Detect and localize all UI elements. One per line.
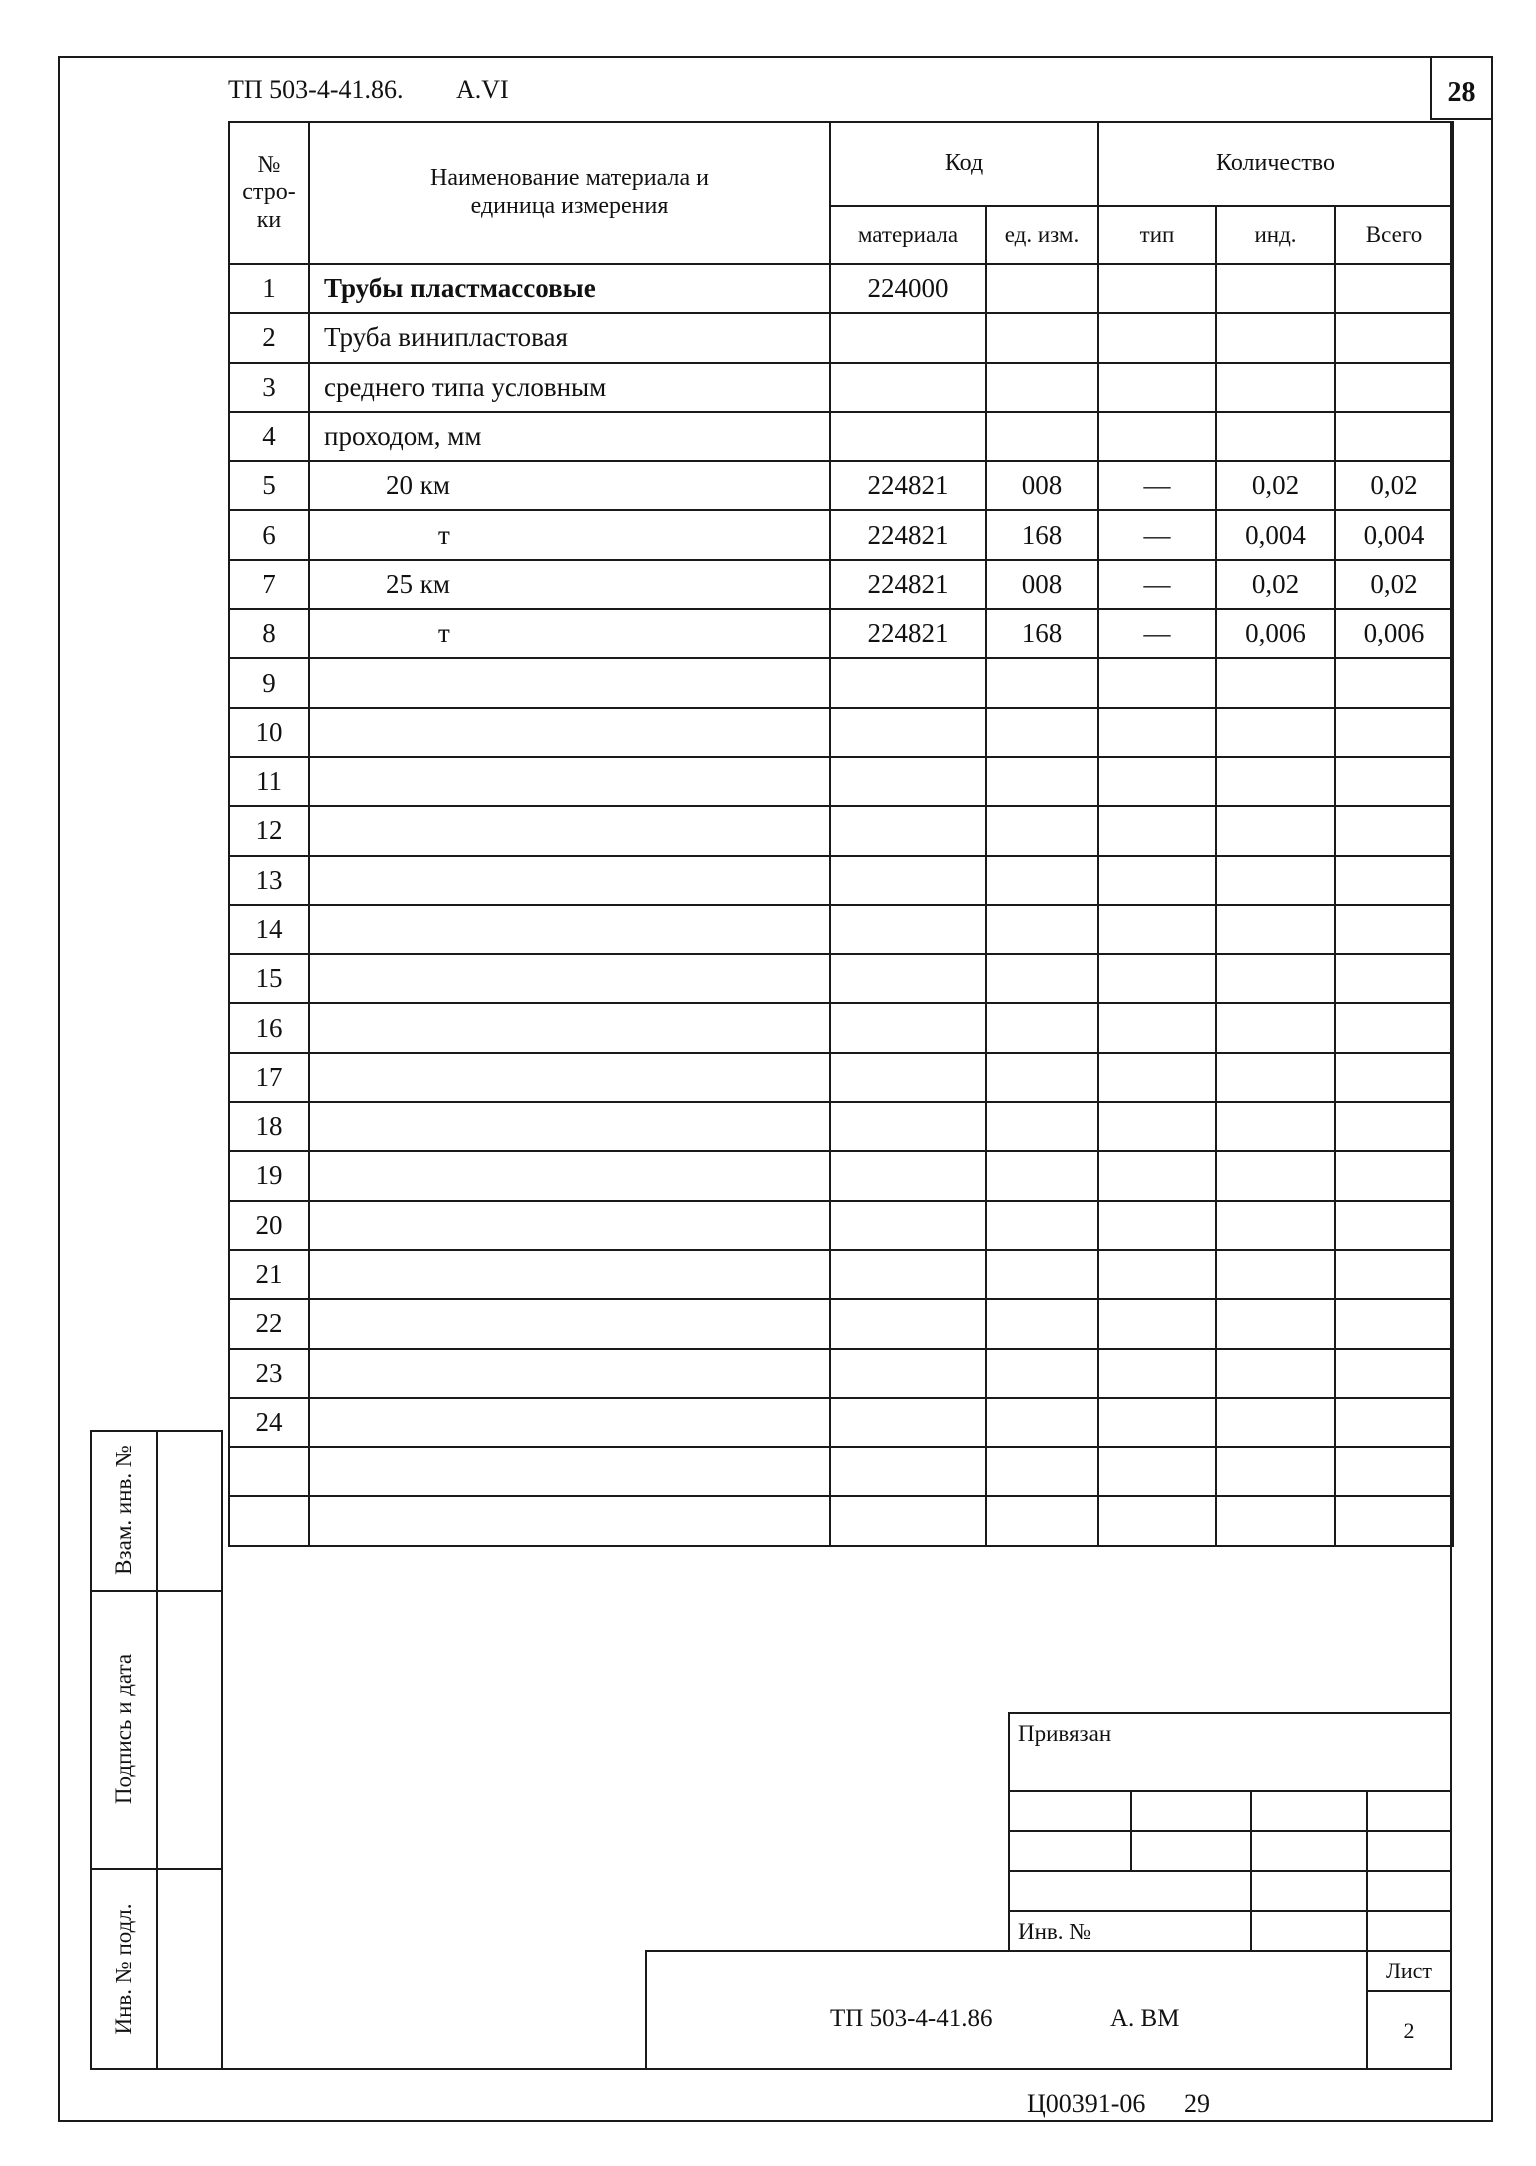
row-qty-total <box>1335 1299 1453 1348</box>
row-name: т <box>309 510 830 559</box>
table-row <box>229 313 1453 362</box>
row-qty-type <box>1098 1496 1216 1545</box>
title-block <box>645 1950 1452 2070</box>
row-qty-total <box>1335 1250 1453 1299</box>
row-code-unit <box>986 1496 1098 1545</box>
row-qty-type <box>1098 757 1216 806</box>
row-name <box>309 1102 830 1151</box>
row-qty-total <box>1335 1496 1453 1545</box>
row-code-unit <box>986 806 1098 855</box>
row-name <box>309 856 830 905</box>
row-code-unit <box>986 1349 1098 1398</box>
row-qty-total <box>1335 412 1453 461</box>
col-qty-type: тип <box>1098 206 1216 264</box>
row-qty-type <box>1098 363 1216 412</box>
row-code-material <box>830 905 986 954</box>
table-row <box>229 856 1453 905</box>
row-code-material <box>830 658 986 707</box>
row-name <box>309 1398 830 1447</box>
row-qty-ind <box>1216 363 1335 412</box>
row-code-material <box>830 856 986 905</box>
row-code-material <box>830 1201 986 1250</box>
row-code-unit <box>986 264 1098 313</box>
col-qty-total: Всего <box>1335 206 1453 264</box>
row-qty-type <box>1098 1151 1216 1200</box>
table-row <box>229 560 1453 609</box>
row-qty-total <box>1335 1003 1453 1052</box>
row-code-unit: 008 <box>986 461 1098 510</box>
row-code-unit <box>986 1447 1098 1496</box>
row-code-material <box>830 1053 986 1102</box>
row-qty-total <box>1335 1053 1453 1102</box>
row-code-material: 224821 <box>830 609 986 658</box>
doc-title: ТП 503-4-41.86 <box>830 2005 993 2032</box>
materials-table <box>228 121 1454 1547</box>
side-stamp-h2 <box>90 1868 223 1870</box>
row-name <box>309 1349 830 1398</box>
row-name <box>309 1447 830 1496</box>
row-qty-ind: 0,004 <box>1216 510 1335 559</box>
row-qty-total: 0,02 <box>1335 560 1453 609</box>
table-row <box>229 1250 1453 1299</box>
row-code-unit <box>986 856 1098 905</box>
row-qty-type <box>1098 1201 1216 1250</box>
row-name <box>309 1053 830 1102</box>
row-qty-total <box>1335 1349 1453 1398</box>
row-code-material <box>830 1151 986 1200</box>
side-label-signature-date: Подпись и дата <box>111 1653 136 1805</box>
row-code-unit <box>986 1201 1098 1250</box>
row-qty-type <box>1098 1003 1216 1052</box>
row-name: проходом, мм <box>309 412 830 461</box>
row-qty-total <box>1335 1151 1453 1200</box>
table-row <box>229 1496 1453 1545</box>
row-qty-total <box>1335 264 1453 313</box>
row-name <box>309 1299 830 1348</box>
row-code-unit <box>986 954 1098 1003</box>
bound-h1 <box>1008 1790 1452 1792</box>
row-number: 23 <box>229 1349 309 1398</box>
table-row <box>229 412 1453 461</box>
row-number: 18 <box>229 1102 309 1151</box>
row-number: 16 <box>229 1003 309 1052</box>
table-row <box>229 905 1453 954</box>
row-qty-ind <box>1216 1102 1335 1151</box>
bound-h2 <box>1008 1830 1452 1832</box>
row-code-unit <box>986 1299 1098 1348</box>
bound-v2 <box>1250 1790 1252 1952</box>
row-qty-type <box>1098 412 1216 461</box>
row-qty-ind: 0,02 <box>1216 461 1335 510</box>
row-qty-ind <box>1216 757 1335 806</box>
table-row <box>229 954 1453 1003</box>
row-qty-type <box>1098 313 1216 362</box>
row-qty-type <box>1098 1398 1216 1447</box>
row-qty-type <box>1098 905 1216 954</box>
col-code-unit: ед. изм. <box>986 206 1098 264</box>
row-qty-type <box>1098 1102 1216 1151</box>
col-code-material: материала <box>830 206 986 264</box>
col-code-group: Код <box>830 122 1098 206</box>
table-row <box>229 1201 1453 1250</box>
row-name <box>309 1496 830 1545</box>
row-qty-ind <box>1216 1003 1335 1052</box>
bound-block <box>1008 1712 1452 1952</box>
row-qty-ind <box>1216 1151 1335 1200</box>
row-qty-type <box>1098 1250 1216 1299</box>
row-name: Труба винипластовая <box>309 313 830 362</box>
row-qty-ind <box>1216 264 1335 313</box>
col-row-no: № стро-ки <box>229 122 309 264</box>
side-stamp-h1 <box>90 1590 223 1592</box>
row-qty-type <box>1098 1349 1216 1398</box>
row-name <box>309 1201 830 1250</box>
row-qty-total <box>1335 1398 1453 1447</box>
side-label-inv-original: Инв. № подл. <box>111 1903 136 2035</box>
row-number: 4 <box>229 412 309 461</box>
row-code-unit <box>986 1102 1098 1151</box>
inv-label: Инв. № <box>1018 1919 1092 1944</box>
row-qty-type <box>1098 708 1216 757</box>
row-code-unit <box>986 708 1098 757</box>
row-code-material <box>830 757 986 806</box>
row-qty-ind <box>1216 1201 1335 1250</box>
bound-v1 <box>1130 1790 1132 1872</box>
frame-bottom <box>58 2120 1493 2122</box>
row-qty-type: — <box>1098 510 1216 559</box>
row-name: 25 км <box>309 560 830 609</box>
row-number: 13 <box>229 856 309 905</box>
table-row <box>229 1447 1453 1496</box>
sheet-divider-h <box>1366 1990 1452 1992</box>
table-row <box>229 1151 1453 1200</box>
row-code-material <box>830 1398 986 1447</box>
row-number: 22 <box>229 1299 309 1348</box>
bound-h3 <box>1008 1870 1452 1872</box>
row-name <box>309 1003 830 1052</box>
row-qty-ind: 0,02 <box>1216 560 1335 609</box>
row-name: т <box>309 609 830 658</box>
row-qty-total <box>1335 1201 1453 1250</box>
row-qty-ind <box>1216 1496 1335 1545</box>
row-number: 17 <box>229 1053 309 1102</box>
row-name: среднего типа условным <box>309 363 830 412</box>
row-code-unit <box>986 1250 1098 1299</box>
row-code-material <box>830 806 986 855</box>
doc-code: ТП 503-4-41.86. <box>228 75 404 104</box>
row-qty-total <box>1335 658 1453 707</box>
row-qty-total <box>1335 1447 1453 1496</box>
side-stamp-divider <box>156 1430 158 2070</box>
row-qty-total <box>1335 905 1453 954</box>
frame-top <box>58 56 1493 58</box>
table-row <box>229 708 1453 757</box>
row-number <box>229 1447 309 1496</box>
row-qty-type: — <box>1098 609 1216 658</box>
row-number: 3 <box>229 363 309 412</box>
frame-left <box>58 56 60 2122</box>
row-number: 6 <box>229 510 309 559</box>
row-name <box>309 954 830 1003</box>
row-qty-ind: 0,006 <box>1216 609 1335 658</box>
table-row <box>229 1003 1453 1052</box>
table-row <box>229 1102 1453 1151</box>
footer-code: Ц00391-06 <box>1027 2089 1146 2118</box>
table-row <box>229 806 1453 855</box>
row-code-material <box>830 708 986 757</box>
col-qty-group: Количество <box>1098 122 1453 206</box>
row-name <box>309 806 830 855</box>
row-code-material <box>830 313 986 362</box>
row-qty-total <box>1335 708 1453 757</box>
row-number: 12 <box>229 806 309 855</box>
row-qty-ind <box>1216 1250 1335 1299</box>
row-name <box>309 1250 830 1299</box>
row-name <box>309 1151 830 1200</box>
row-qty-ind <box>1216 856 1335 905</box>
row-qty-type <box>1098 856 1216 905</box>
row-qty-type <box>1098 658 1216 707</box>
row-number: 2 <box>229 313 309 362</box>
row-code-unit <box>986 412 1098 461</box>
row-code-material <box>830 1299 986 1348</box>
row-code-material <box>830 1003 986 1052</box>
row-code-unit <box>986 363 1098 412</box>
col-qty-ind: инд. <box>1216 206 1335 264</box>
row-qty-type: — <box>1098 560 1216 609</box>
row-number: 7 <box>229 560 309 609</box>
row-number: 1 <box>229 264 309 313</box>
row-qty-type <box>1098 264 1216 313</box>
row-code-unit <box>986 757 1098 806</box>
row-code-unit <box>986 1151 1098 1200</box>
row-qty-total: 0,004 <box>1335 510 1453 559</box>
row-qty-type <box>1098 1447 1216 1496</box>
row-qty-total <box>1335 954 1453 1003</box>
row-qty-type <box>1098 806 1216 855</box>
row-number: 8 <box>229 609 309 658</box>
row-number: 10 <box>229 708 309 757</box>
row-qty-total <box>1335 313 1453 362</box>
row-qty-total <box>1335 1102 1453 1151</box>
table-row <box>229 461 1453 510</box>
row-qty-total: 0,02 <box>1335 461 1453 510</box>
row-qty-type <box>1098 1299 1216 1348</box>
table-row <box>229 510 1453 559</box>
row-name: 20 км <box>309 461 830 510</box>
sheet-label: Лист <box>1385 1958 1433 1983</box>
table-row <box>229 264 1453 313</box>
row-number: 21 <box>229 1250 309 1299</box>
side-label-replaced-inv: Взам. инв. № <box>111 1445 136 1575</box>
row-qty-total <box>1335 806 1453 855</box>
row-qty-ind <box>1216 1447 1335 1496</box>
row-qty-ind <box>1216 954 1335 1003</box>
row-qty-total <box>1335 856 1453 905</box>
row-number: 9 <box>229 658 309 707</box>
bound-v3 <box>1366 1790 1368 1952</box>
row-code-material <box>830 1447 986 1496</box>
row-qty-ind <box>1216 1053 1335 1102</box>
row-qty-ind <box>1216 1299 1335 1348</box>
row-number: 5 <box>229 461 309 510</box>
row-code-unit <box>986 313 1098 362</box>
row-code-material <box>830 1349 986 1398</box>
row-code-unit <box>986 905 1098 954</box>
row-code-material <box>830 1250 986 1299</box>
row-number: 19 <box>229 1151 309 1200</box>
row-code-material: 224821 <box>830 461 986 510</box>
row-qty-type <box>1098 1053 1216 1102</box>
row-qty-ind <box>1216 1349 1335 1398</box>
row-name <box>309 757 830 806</box>
frame-right <box>1491 56 1493 2122</box>
row-number: 24 <box>229 1398 309 1447</box>
row-code-unit: 168 <box>986 510 1098 559</box>
row-qty-type <box>1098 954 1216 1003</box>
row-code-material: 224821 <box>830 510 986 559</box>
row-code-unit: 168 <box>986 609 1098 658</box>
row-name: Трубы пластмассовые <box>309 264 830 313</box>
row-code-unit <box>986 1398 1098 1447</box>
row-qty-ind <box>1216 313 1335 362</box>
row-code-material <box>830 954 986 1003</box>
row-number: 11 <box>229 757 309 806</box>
album-title: А. ВМ <box>1110 2005 1180 2032</box>
table-row <box>229 363 1453 412</box>
row-qty-ind <box>1216 905 1335 954</box>
row-name <box>309 708 830 757</box>
row-code-unit <box>986 1003 1098 1052</box>
row-code-unit: 008 <box>986 560 1098 609</box>
table-row <box>229 1398 1453 1447</box>
row-number: 15 <box>229 954 309 1003</box>
row-code-material: 224821 <box>830 560 986 609</box>
col-name: Наименование материала и единица измерения <box>309 122 830 264</box>
table-row <box>229 609 1453 658</box>
table-row <box>229 1349 1453 1398</box>
row-qty-ind <box>1216 708 1335 757</box>
row-name <box>309 658 830 707</box>
sheet-number: 2 <box>1403 2018 1415 2043</box>
row-number <box>229 1496 309 1545</box>
bound-h4 <box>1008 1910 1452 1912</box>
row-code-material <box>830 1102 986 1151</box>
row-code-material: 224000 <box>830 264 986 313</box>
row-code-unit <box>986 658 1098 707</box>
footer-page: 29 <box>1184 2089 1210 2118</box>
row-qty-type: — <box>1098 461 1216 510</box>
table-row <box>229 658 1453 707</box>
row-qty-total <box>1335 363 1453 412</box>
row-qty-ind <box>1216 806 1335 855</box>
row-number: 14 <box>229 905 309 954</box>
bound-label: Привязан <box>1018 1721 1112 1746</box>
page-number: 28 <box>1447 77 1476 108</box>
row-qty-ind <box>1216 658 1335 707</box>
row-code-material <box>830 363 986 412</box>
row-qty-ind <box>1216 412 1335 461</box>
table-row <box>229 1299 1453 1348</box>
row-qty-total: 0,006 <box>1335 609 1453 658</box>
table-row <box>229 1053 1453 1102</box>
row-qty-ind <box>1216 1398 1335 1447</box>
row-name <box>309 905 830 954</box>
row-number: 20 <box>229 1201 309 1250</box>
table-row <box>229 757 1453 806</box>
row-qty-total <box>1335 757 1453 806</box>
row-code-material <box>830 412 986 461</box>
row-code-unit <box>986 1053 1098 1102</box>
row-code-material <box>830 1496 986 1545</box>
album-code: A.VI <box>456 75 509 104</box>
